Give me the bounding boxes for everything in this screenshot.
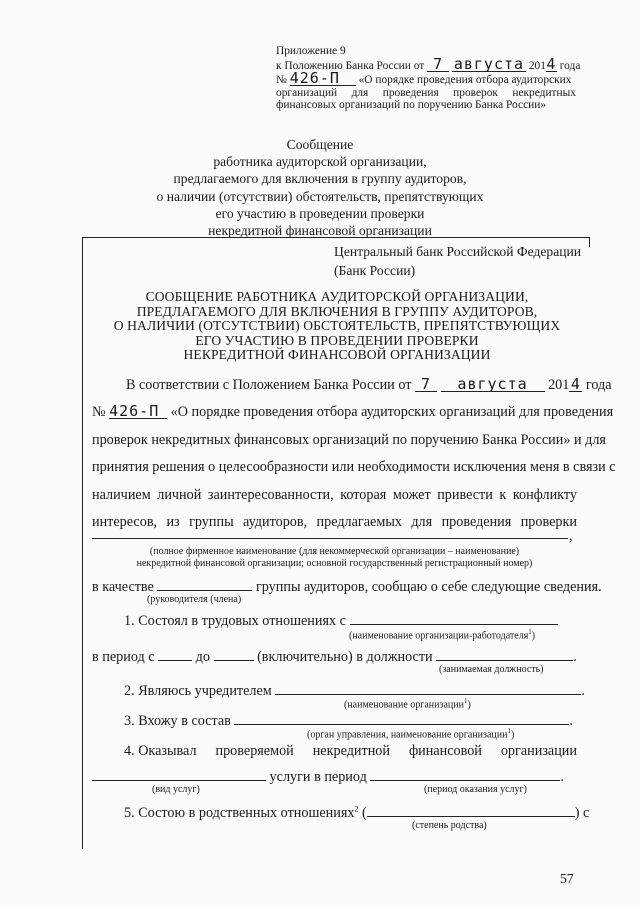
body-line-6 — [92, 514, 577, 531]
appendix-line-4 — [276, 87, 576, 100]
services-text: услуги в период — [269, 769, 367, 785]
period-to-field[interactable] — [214, 647, 254, 661]
founder-field-hint — [344, 697, 471, 710]
handwritten-month: августа — [453, 54, 525, 73]
word: личной — [157, 487, 202, 503]
caps-title-line: ПРЕДЛАГАЕМОГО ДЛЯ ВКЛЮЧЕНИЯ В ГРУППУ АУДИТОРОВ, — [136, 303, 538, 319]
word: проверок — [453, 86, 498, 99]
period-dot: . — [573, 649, 577, 665]
handwritten-day: 7 — [427, 58, 449, 72]
item-2-text: 2. Являюсь учредителем — [124, 683, 272, 699]
handwritten-regulation-number: 426-П — [290, 72, 356, 86]
appendix-line-3 — [276, 69, 576, 88]
addressee-line: (Банк России) — [334, 263, 416, 278]
number-sign: № — [92, 404, 106, 420]
word: проведения — [441, 514, 512, 530]
body-line-5 — [92, 487, 577, 504]
period-text: до — [195, 649, 210, 665]
word: интересов, — [92, 514, 158, 530]
hint-text: ) — [531, 630, 536, 642]
body-line-2 — [92, 402, 614, 421]
period-text: (включительно) в должности — [257, 649, 433, 665]
appendix-ref-text: к Положению Банка России от — [276, 59, 425, 72]
word: некредитных — [512, 86, 576, 99]
addressee — [334, 242, 581, 280]
period-dot: . — [581, 683, 585, 699]
word: заинтересованности, — [207, 487, 334, 503]
word: привести — [437, 487, 493, 503]
handwritten-year-digit: 4 — [546, 54, 557, 73]
period-text: в период с — [92, 649, 155, 665]
period-dot: . — [560, 769, 564, 785]
appendix-line-1: Приложение 9 — [276, 45, 346, 57]
service-period-field[interactable] — [370, 767, 560, 781]
title-line: о наличии (отсутствии) обстоятельств, препятствующих — [156, 188, 484, 204]
hint-text: (наименование организации-работодателя — [349, 630, 529, 642]
org-field-hint: некредитной финансовой организации; основной государственный регистрационный номер) — [136, 558, 533, 569]
org-field-hint: (полное фирменное наименование (для некоммерческой организации – наименование) — [149, 546, 520, 557]
caps-title-line: ЕГО УЧАСТИЮ В ПРОВЕДЕНИИ ПРОВЕРКИ — [195, 332, 479, 348]
title-line: Сообщение — [286, 137, 354, 152]
word: некредитной — [312, 743, 390, 759]
title-line: предлагаемого для включения в группу аудиторов, — [173, 171, 467, 187]
title-line: его участию в проведении проверки — [215, 205, 425, 221]
document-title — [100, 136, 540, 239]
word: 4. Оказывал — [124, 743, 197, 759]
word: проверяемой — [215, 743, 294, 759]
item-3-text: 3. Вхожу в состав — [124, 713, 231, 729]
role-text: группы аудиторов, сообщаю о себе следующие сведения. — [255, 579, 602, 595]
word: аудиторов, — [243, 514, 308, 530]
word: организации — [500, 743, 577, 759]
item-5-line — [92, 803, 590, 822]
word: проверки — [520, 514, 577, 530]
role-field[interactable] — [157, 577, 252, 591]
body-line-3: проверок некредитных финансовых организаций по поручению Банка России» и для — [92, 432, 606, 448]
word: проведения — [382, 86, 439, 99]
hint-text: (наименование организации — [344, 699, 464, 711]
word: которая — [340, 487, 387, 503]
form-caps-title — [92, 290, 582, 363]
addressee-line: Центральный банк Российской Федерации — [334, 244, 582, 259]
hint-text: ) — [510, 729, 515, 741]
year-prefix: 201 — [548, 377, 570, 393]
caps-title-line: СООБЩЕНИЕ РАБОТНИКА АУДИТОРСКОЙ ОРГАНИЗАЦИИ, — [145, 289, 529, 304]
year-word: года — [585, 377, 612, 393]
title-line: работника аудиторской организации, — [213, 154, 427, 170]
item-4-line — [124, 743, 577, 760]
service-type-hint: (вид услуг) — [152, 784, 200, 795]
role-field-hint: (руководителя (члена) — [147, 594, 242, 605]
word: из — [166, 514, 180, 530]
word: группы — [189, 514, 234, 530]
role-text: в качестве — [92, 579, 154, 595]
word: для — [411, 514, 433, 530]
handwritten-regulation-number: 426-П — [109, 405, 167, 419]
appendix-header — [276, 45, 581, 112]
governing-body-hint — [307, 727, 514, 740]
paren: ) с — [574, 805, 590, 821]
footnote-ref: 1 — [528, 628, 532, 636]
handwritten-year-digit: 4 — [570, 375, 581, 393]
word: наличием — [92, 487, 151, 503]
word: для — [351, 86, 369, 99]
footnote-ref: 2 — [354, 804, 359, 814]
comma: , — [569, 528, 573, 544]
kinship-degree-hint: (степень родства) — [412, 820, 487, 831]
caps-title-line: НЕКРЕДИТНОЙ ФИНАНСОВОЙ ОРГАНИЗАЦИИ — [183, 347, 491, 363]
intro-text: В соответствии с Положением Банка России от — [126, 377, 412, 393]
title-line: некредитной финансовой организации — [208, 223, 432, 239]
governing-body-field[interactable] — [234, 711, 569, 725]
year-word: года — [559, 59, 581, 72]
intro-line — [92, 375, 612, 394]
org-name-field[interactable] — [92, 538, 568, 539]
employer-field-hint — [349, 628, 535, 641]
paren: ( — [362, 805, 367, 821]
period-dot: . — [569, 713, 573, 729]
body-text: «О порядке проведения отбора аудиторских организаций для проведения — [170, 404, 614, 420]
body-line-4: принятия решения о целесообразности или необходимости исключения меня в связи с — [92, 459, 616, 475]
caps-title-line: О НАЛИЧИИ (ОТСУТСТВИИ) ОБСТОЯТЕЛЬСТВ, ПРЕПЯТСТВУЮЩИХ — [113, 318, 561, 334]
service-type-field[interactable] — [92, 767, 266, 781]
position-field-hint: (занимаемая должность) — [439, 664, 544, 675]
item-1-text: 1. Состоял в трудовых отношениях с — [124, 613, 346, 629]
item-2-line — [92, 681, 585, 700]
hint-text: ) — [467, 699, 471, 711]
position-field[interactable] — [436, 647, 573, 661]
appendix-line-5: финансовых организаций по поручению Банка России» — [276, 99, 547, 112]
year-prefix: 201 — [528, 59, 546, 72]
period-from-field[interactable] — [158, 647, 192, 661]
form-frame-corner — [586, 237, 590, 247]
hint-text: (орган управления, наименование организации — [307, 729, 508, 741]
footnote-ref: 1 — [507, 727, 511, 735]
service-period-hint: (период оказания услуг) — [424, 784, 527, 795]
word: конфликту — [512, 487, 577, 503]
kinship-degree-field[interactable] — [367, 803, 575, 817]
word: может — [392, 487, 431, 503]
word: организаций — [276, 86, 338, 99]
item-5-text: 5. Состою в родственных отношениях — [124, 805, 355, 821]
page-number: 57 — [560, 871, 574, 886]
word: предлагаемых — [316, 514, 402, 530]
number-sign: № — [276, 74, 287, 87]
founder-org-field[interactable] — [275, 681, 581, 695]
word: финансовой — [408, 743, 482, 759]
handwritten-month: августа — [441, 378, 545, 392]
word: к — [499, 487, 507, 503]
handwritten-day: 7 — [415, 378, 437, 392]
footnote-ref: 1 — [463, 697, 468, 705]
employer-field[interactable] — [350, 611, 558, 625]
regulation-title-start: «О порядке проведения отбора аудиторских — [358, 74, 572, 87]
